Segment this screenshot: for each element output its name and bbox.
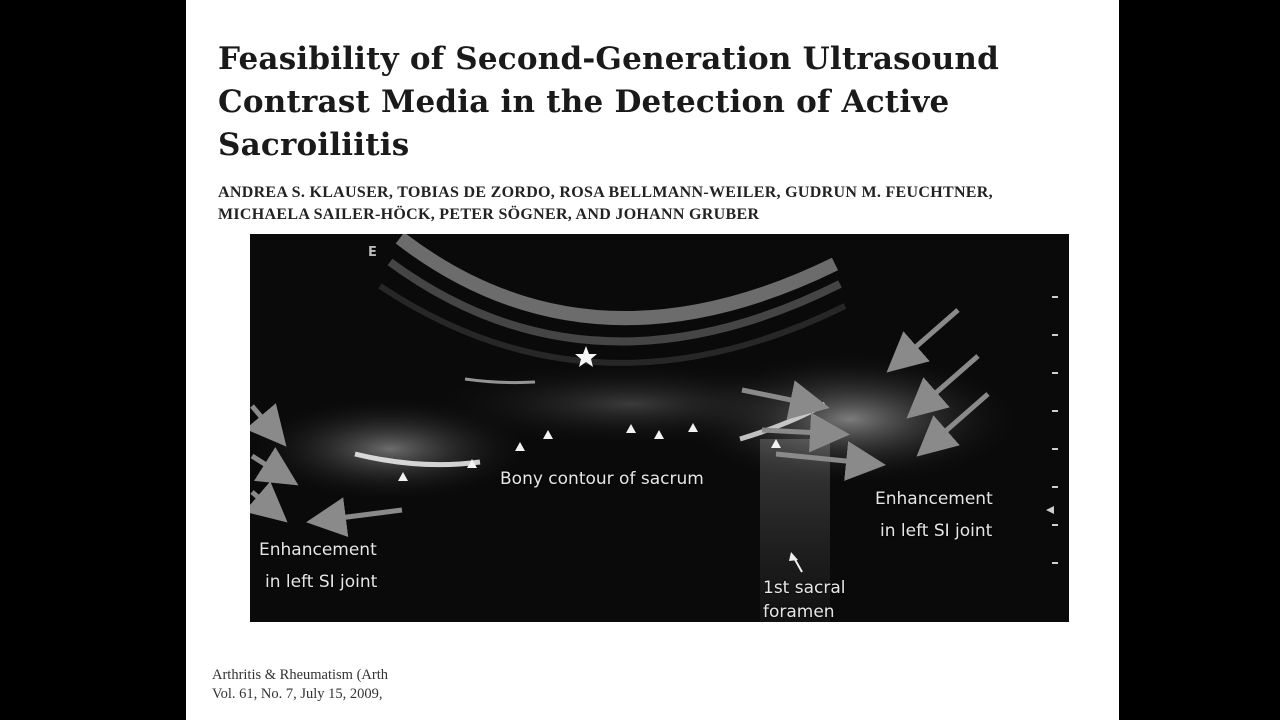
corner-marker: E	[368, 245, 377, 260]
title-line-2: Contrast Media in the Detection of Active	[218, 84, 950, 120]
title-line-1: Feasibility of Second-Generation Ultrasound	[218, 41, 1000, 77]
paper-title	[218, 38, 1098, 167]
author-line-2: MICHAELA SAILER-HÖCK, PETER SÖGNER, AND JOHANN GRUBER	[218, 206, 760, 223]
depth-scale	[1046, 296, 1058, 564]
author-list	[218, 182, 1118, 226]
right-enhancement-label: Enhancement in left SI joint	[875, 489, 993, 541]
slide-page	[186, 0, 1119, 720]
bony-contour-label: Bony contour of sacrum	[500, 469, 704, 489]
ultrasound-figure	[250, 234, 1069, 622]
left-enhancement-label: Enhancement in left SI joint	[259, 540, 378, 592]
citation-line-2: Vol. 61, No. 7, July 15, 2009,	[212, 686, 383, 702]
title-line-3: Sacroiliitis	[218, 127, 410, 163]
foramen-label: 1st sacral foramen	[763, 578, 846, 622]
citation-line-1: Arthritis & Rheumatism (Arth	[212, 667, 388, 683]
author-line-1: ANDREA S. KLAUSER, TOBIAS DE ZORDO, ROSA BELLMANN-WEILER, GUDRUN M. FEUCHTNER,	[218, 184, 993, 201]
journal-citation	[212, 666, 436, 720]
